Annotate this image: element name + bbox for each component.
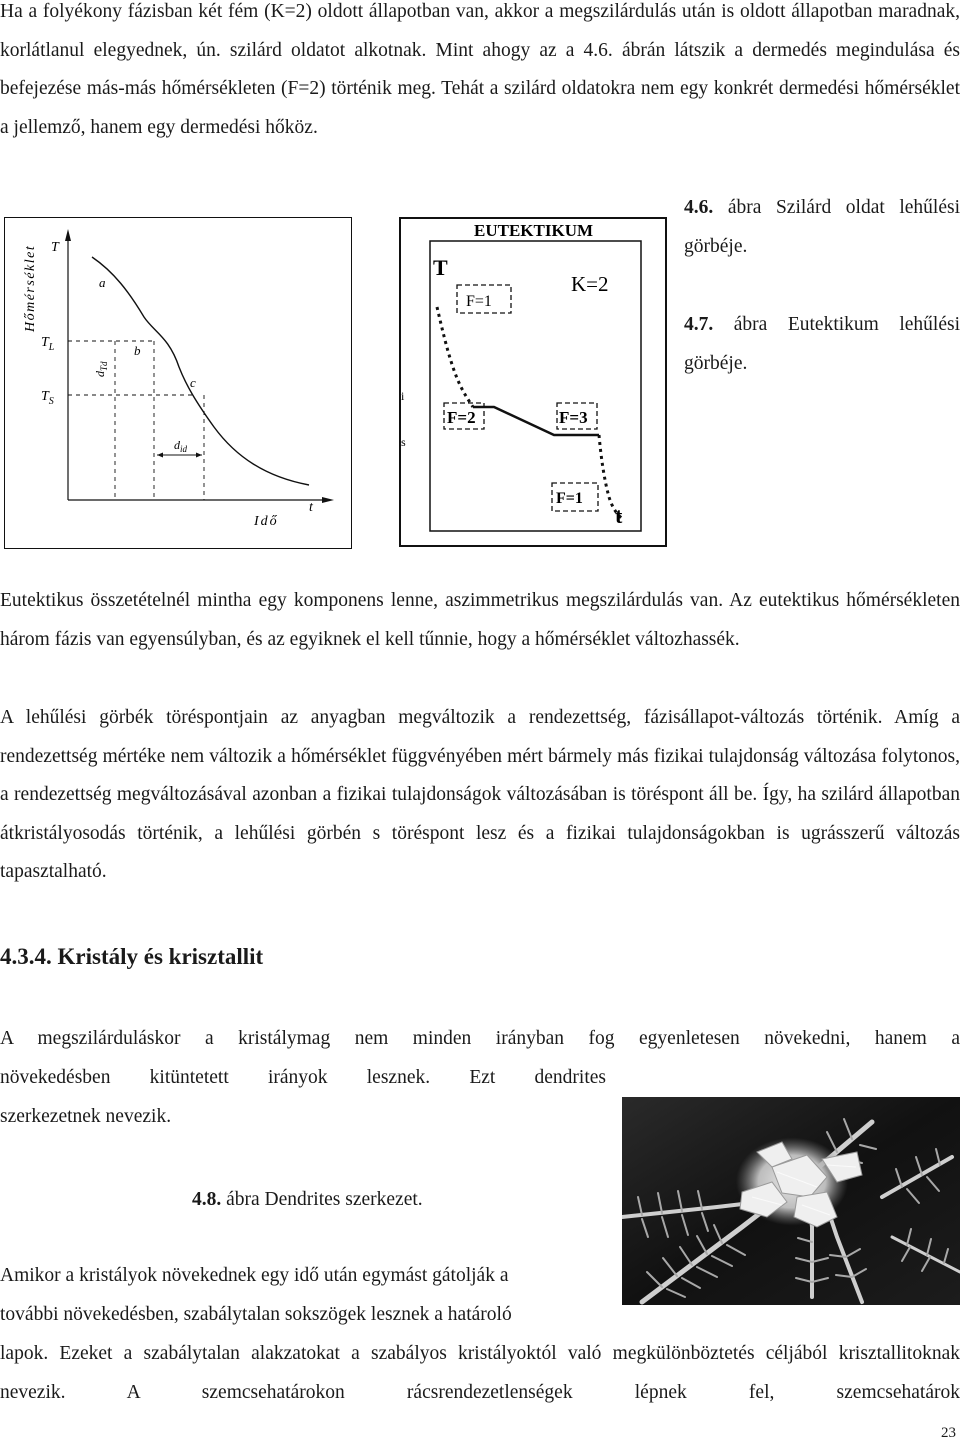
k-label: K=2 bbox=[571, 272, 609, 296]
caption-4-6 bbox=[684, 189, 960, 266]
caption-4-7-text: ábra Eutektikum lehűlési görbéje. bbox=[684, 314, 960, 374]
caption-4-7-number: 4.7. bbox=[684, 314, 714, 335]
page-number: 23 bbox=[941, 1425, 956, 1441]
grains-paragraph-rest: lapok. Ezeket a szabálytalan alakzatokat a szabályos kristályoktól való megkülönböztetés céljából krisztallitoknak nevezik. A szemcsehatárokon rácsrendezetlenségek lépnek fel, szemcsehatárok bbox=[0, 1343, 960, 1403]
intro-paragraph: Ha a folyékony fázisban két fém (K=2) oldott állapotban van, akkor a megszilárdulás után is oldott állapotban maradnak, korlátlanul elegyednek, ún. szilárd oldatot alkotnak. Mint ahogy az a 4.6. ábrán látszik a dermedés megindulása és befejezése más-más hőmérsékleten (F=2) történik meg. Tehát a szilárd oldatokra nem egy konkrét dermedési hőmérséklet a jellemző, hanem egy dermedési hőköz. bbox=[0, 1, 960, 138]
crystal-paragraph-line-3: szerkezetnek nevezik. bbox=[0, 1106, 172, 1127]
caption-4-7 bbox=[684, 306, 960, 383]
did-label: $d_{id}$ bbox=[174, 438, 188, 454]
caption-4-6-number: 4.6. bbox=[684, 197, 714, 218]
figure-4-6 bbox=[4, 217, 352, 549]
f3-label: F=3 bbox=[559, 408, 588, 427]
mark-i: i bbox=[401, 389, 405, 403]
caption-4-8-number: 4.8. bbox=[192, 1189, 222, 1210]
grains-paragraph-line-2: további növekedésben, szabálytalan sokszögek lesznek a határoló bbox=[0, 1304, 512, 1325]
figure-4-6-t-axis-label: T bbox=[51, 240, 59, 255]
grains-paragraph-line-1: Amikor a kristályok növekednek egy idő után egymást gátolják a bbox=[0, 1265, 509, 1286]
figure-4-7 bbox=[399, 217, 667, 547]
figure-4-7-t-upper: T bbox=[433, 255, 448, 280]
dtd-label: $d_{Td}$ bbox=[93, 361, 109, 377]
mark-s: s bbox=[401, 435, 406, 449]
figure-4-6-time-axis-label: t bbox=[309, 500, 313, 515]
dendrite-photo bbox=[622, 1097, 960, 1305]
f1-bottom-label: F=1 bbox=[556, 490, 583, 507]
point-a-label: a bbox=[99, 275, 106, 290]
point-b-label: b bbox=[134, 343, 141, 358]
section-heading: 4.3.4. Kristály és krisztallit bbox=[0, 944, 264, 969]
point-c-label: c bbox=[190, 375, 196, 390]
caption-4-8-text: ábra Dendrites szerkezet. bbox=[226, 1189, 423, 1210]
eutectic-paragraph: Eutektikus összetételnél mintha egy komponens lenne, aszimmetrikus megszilárdulás van. Az eutektikus hőmérsékleten három fázis van egyensúlyban, és az egyiknek el kell tűnnie, hogy a hőmérséklet változhassék. bbox=[0, 590, 960, 650]
breakpoints-paragraph: A lehűlési görbék töréspontjain az anyagban megváltozik a rendezettség, fázisállapot-változás történik. Amíg a rendezettség mértéke nem változik a hőmérséklet függvényében mért bármely más fizikai tulajdonság változása folytonos, a rendezettség megváltozásával azonban a fizikai tulajdonságok változásában is töréspont áll be. Így, ha szilárd állapotban átkristályosodás történik, a lehűlési görbén s töréspont lesz és a fizikai tulajdonságokban is ugrásszerű változás tapasztalható. bbox=[0, 707, 960, 883]
figure-4-7-t-lower: t bbox=[615, 503, 623, 528]
figure-4-6-ylabel: Hőmérséklet bbox=[23, 244, 38, 332]
f1-top-label: F=1 bbox=[466, 293, 492, 310]
f2-label: F=2 bbox=[447, 408, 476, 427]
figure-4-6-ts-label: $T_S$ bbox=[41, 389, 54, 407]
crystal-paragraph-line-2: növekedésben kitüntetett irányok lesznek. Ezt dendrites bbox=[0, 1067, 606, 1088]
figure-4-7-title: EUTEKTIKUM bbox=[474, 221, 594, 240]
crystal-paragraph-line-1: A megszilárduláskor a kristálymag nem minden irányban fog egyenletesen növekedni, hanem a bbox=[0, 1028, 960, 1049]
caption-4-8 bbox=[192, 1181, 423, 1220]
caption-4-6-text: ábra Szilárd oldat lehűlési görbéje. bbox=[684, 197, 960, 257]
figure-4-6-xlabel: Idő bbox=[254, 514, 279, 529]
figure-4-6-tl-label: $T_L$ bbox=[41, 335, 55, 353]
